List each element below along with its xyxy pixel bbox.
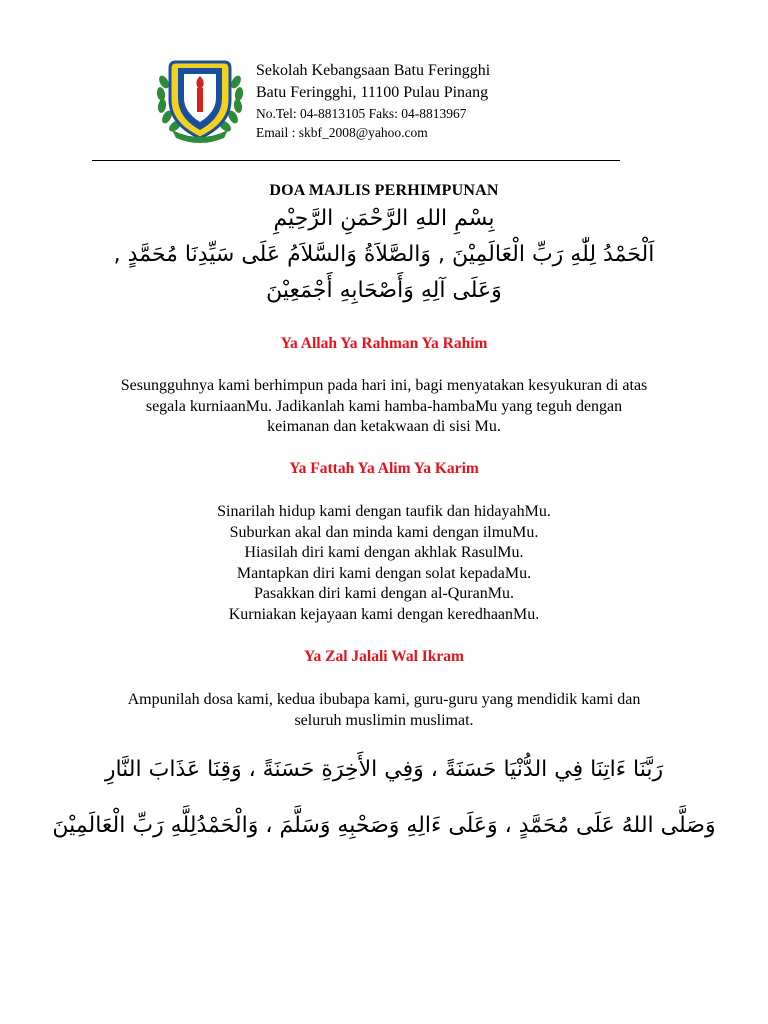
section-1-text — [0, 376, 768, 438]
text-line: Hiasilah diri kami dengan akhlak RasulMu. — [244, 544, 524, 561]
text-line: segala kurniaanMu. Jadikanlah kami hamba-hambaMu yang teguh dengan — [145, 397, 623, 415]
section-2-text — [0, 502, 768, 625]
letterhead — [150, 48, 630, 148]
document-title: DOA MAJLIS PERHIMPUNAN — [269, 182, 499, 199]
school-email: Email : skbf_2008@yahoo.com — [256, 125, 428, 140]
school-address: Batu Feringghi, 11100 Pulau Pinang — [256, 84, 489, 101]
school-name: Sekolah Kebangsaan Batu Feringghi — [256, 62, 491, 79]
text-line: Kurniakan kejayaan kami dengan keredhaanMu. — [228, 605, 540, 623]
closing-dua: رَبَّنَا ءَاتِنَا فِي الدُّنْيَا حَسَنَةً ، وَفِي الأَخِرَةِ حَسَنَةً ، وَقِنَا عَذَابَ النَّارِ — [104, 757, 664, 782]
text-line: Sinarilah hidup kami dengan taufik dan hidayahMu. — [217, 503, 551, 520]
text-line: seluruh muslimin muslimat. — [294, 711, 474, 729]
school-phone-fax: No.Tel: 04-8813105 Faks: 04-8813967 — [256, 106, 467, 121]
section-3-text — [0, 690, 768, 731]
closing-salawat: وَصَلَّى اللهُ عَلَى مُحَمَّدٍ ، وَعَلَى ءَالِهِ وَصَحْبِهِ وَسَلَّمَ ، وَالْحَمْدُلِلَّهِ رَبِّ الْعَالَمِيْنَ — [52, 813, 716, 838]
basmalah: بِسْمِ اللهِ الرَّحْمَنِ الرَّحِيْمِ — [273, 206, 495, 231]
opening-praise-line-1: اَلْحَمْدُ لِلّٰهِ رَبِّ الْعَالَمِيْنَ , وَالصَّلاَةُ وَالسَّلاَمُ عَلَى سَيِّدِنَا مُحَمَّدٍ , — [113, 242, 655, 267]
text-line: Pasakkan diri kami dengan al-QuranMu. — [254, 585, 514, 602]
text-line: Sesungguhnya kami berhimpun pada hari ini, bagi menyatakan kesyukuran di atas — [120, 377, 648, 394]
school-crest-logo — [150, 48, 250, 148]
text-line: Mantapkan diri kami dengan solat kepadaMu. — [236, 564, 532, 582]
header-divider — [92, 160, 620, 161]
section-heading-3: Ya Zal Jalali Wal Ikram — [304, 648, 464, 665]
text-line: Ampunilah dosa kami, kedua ibubapa kami, guru-guru yang mendidik kami dan — [127, 691, 641, 708]
section-heading-1: Ya Allah Ya Rahman Ya Rahim — [280, 335, 488, 352]
opening-praise-line-2: وَعَلَى آلِهِ وَأَصْحَابِهِ أَجْمَعِيْنَ — [266, 278, 502, 303]
text-line: keimanan dan ketakwaan di sisi Mu. — [267, 418, 501, 435]
section-heading-2: Ya Fattah Ya Alim Ya Karim — [289, 460, 479, 477]
text-line: Suburkan akal dan minda kami dengan ilmuMu. — [229, 523, 539, 541]
school-contact-block — [256, 60, 636, 142]
